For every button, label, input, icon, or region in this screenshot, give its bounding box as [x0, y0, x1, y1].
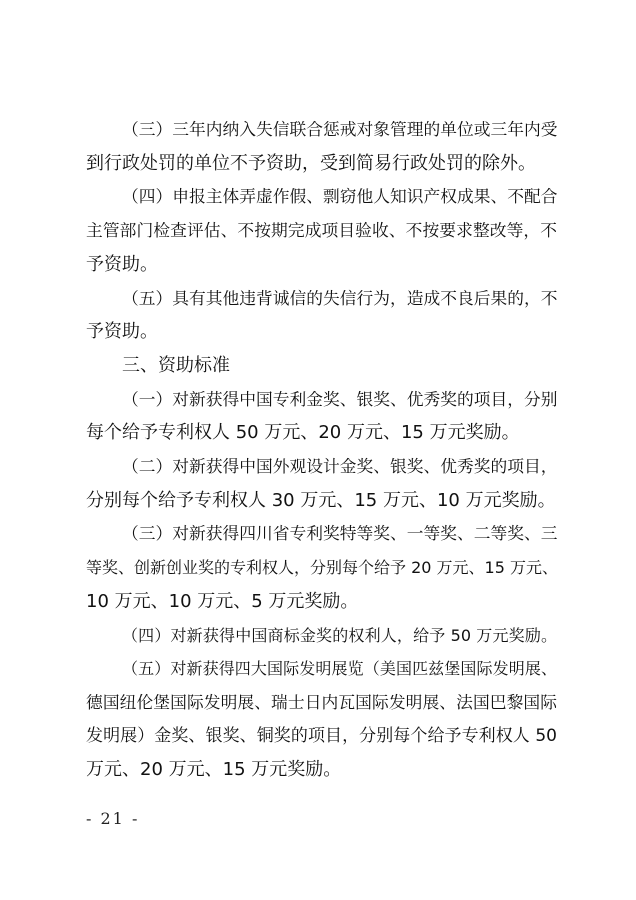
text-line: （五）具有其他违背诚信的失信行为，造成不良后果的，不: [122, 287, 558, 308]
text-line: （四）申报主体弄虚作假、剽窃他人知识产权成果、不配合: [122, 186, 558, 207]
text-line: 发明展）金奖、银奖、铜奖的项目，分别每个给予专利权人 50: [86, 725, 557, 746]
page-number: - 21 -: [86, 809, 140, 828]
text-line: （三）对新获得四川省专利奖特等奖、一等奖、二等奖、三: [122, 523, 558, 544]
text-line: （一）对新获得中国专利金奖、银奖、优秀奖的项目，分别: [122, 388, 558, 409]
text-line: （四）对新获得中国商标金奖的权利人，给予 50 万元奖励。: [122, 625, 557, 645]
document-body: [86, 113, 557, 787]
text-line: 三、资助标准: [122, 354, 230, 376]
text-line: （二）对新获得中国外观设计金奖、银奖、优秀奖的项目，: [122, 456, 558, 477]
text-line: 到行政处罚的单位不予资助，受到简易行政处罚的除外。: [86, 152, 536, 174]
text-line: 主管部门检查评估、不按期完成项目验收、不按要求整改等，不: [86, 220, 557, 241]
text-line: 万元、20 万元、15 万元奖励。: [86, 759, 342, 781]
text-line: 分别每个给予专利权人 30 万元、15 万元、10 万元奖励。: [86, 489, 556, 511]
text-line: 等奖、创新创业奖的专利权人，分别每个给予 20 万元、15 万元、: [86, 558, 558, 578]
text-line: 德国纽伦堡国际发明展、瑞士日内瓦国际发明展、法国巴黎国际: [86, 691, 557, 712]
text-line: 予资助。: [86, 321, 158, 343]
text-line: 每个给予专利权人 50 万元、20 万元、15 万元奖励。: [86, 422, 520, 444]
text-line: （三）三年内纳入失信联合惩戒对象管理的单位或三年内受: [122, 119, 558, 139]
text-line: （五）对新获得四大国际发明展览（美国匹兹堡国际发明展、: [122, 659, 557, 679]
text-line: 予资助。: [86, 253, 158, 275]
text-line: 10 万元、10 万元、5 万元奖励。: [86, 590, 359, 612]
